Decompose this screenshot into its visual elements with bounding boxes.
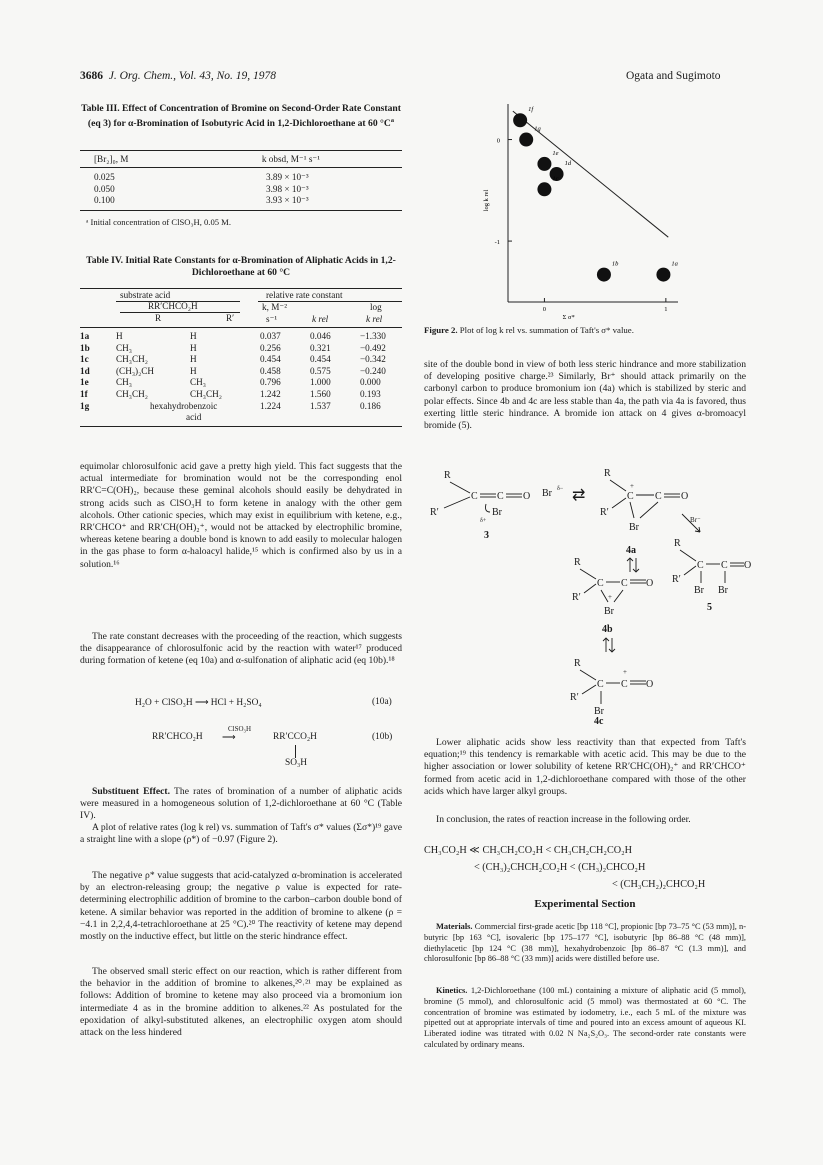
scheme5-R: R — [674, 538, 681, 549]
scheme4b-C2: C — [621, 578, 628, 589]
figure2-point-label: 1c — [552, 175, 559, 183]
table4-row — [80, 354, 402, 366]
materials-text: Commercial first-grade acetic [bp 118 °C], propionic [bp 73–75 °C (53 mm)], n-butyric [bp 163 °C], isovaleric [bp 175–177 °C], isobutyric [bp 86–88 °C (48 mm)], diethylacetic [bp 124 °C (38 mm)], hexahydrobenzoic [bp 86–87 °C (1.3 mm)], and chlorosulfonic [bp 86–88 °C (33 mm)] acids were distilled before use. — [424, 922, 746, 964]
scheme4a-Br: Br — [629, 522, 639, 533]
table3-title-text: Table III. Effect of Concentration of Bromine on Second-Order Rate Constant (eq 3) for α-Bromination of Isobutyric Acid in 1,2-Dichloroethane at 60 °C — [81, 103, 401, 130]
table4-cell-krel: 0.046 — [310, 331, 331, 341]
table4-cell-R: H — [116, 331, 123, 341]
table3-row — [80, 184, 402, 196]
scheme-label-4b: 4b — [602, 624, 613, 635]
scheme5-Br1: Br — [694, 585, 704, 596]
equation-10b-label: (10b) — [372, 732, 393, 742]
table4-cell-krel: 0.454 — [310, 354, 331, 365]
equation-10b-arrow: ⟶ — [222, 733, 236, 743]
table4-cell-k: 1.242 — [260, 388, 281, 399]
scheme4c-O: O — [646, 679, 654, 690]
table4-cell-R2: H — [190, 365, 197, 376]
scheme3-bond-R2 — [444, 497, 470, 508]
scheme3-R: R — [444, 470, 451, 481]
scheme3-Br-right: Br — [542, 488, 552, 499]
table4-cell-id: 1c — [80, 354, 89, 365]
scheme-label-3: 3 — [484, 530, 489, 541]
table4-row — [80, 366, 402, 378]
scheme-label-5: 5 — [707, 602, 712, 613]
left-paragraph-1: equimolar chlorosulfonic acid gave a pretty high yield. This fact suggests that the actual intermediate for bromination would not be the corresponding enol RR′C=C(OH)₂, because these geminal alcohols should easily be dehydrated in strong acids such as ClSO₃H to form ketene in analogy with the other gem alcohols. Other cationic species, which may exist in equilibrium with ketene, e.g., RR′CHCO⁺ and RR′CH(OH)₂⁺, would not be attacked by electrophilic bromine, whereas ketene bearing a double bond is known to add easily to molecular halogen in the gas phase to form α-haloacyl halide,¹⁵ which is confirmed also by us in a solution.¹⁶ — [80, 461, 402, 570]
table4-cell-id: 1d — [80, 365, 90, 376]
table4-cell-krel: 0.321 — [310, 342, 331, 353]
kinetics-heading: Kinetics. — [436, 986, 468, 995]
figure2-point-label: 1g — [534, 125, 541, 133]
table4-header-log: log — [370, 302, 382, 312]
left-paragraph-6: The observed small steric effect on our reaction, which is rather different from the behavior in the addition of bromine to alkenes,²⁰˒²¹ may be explained as follows: Addition of bromine to ketene may also proceed via a bromonium ion intermediate 4 as in the bromine addition to alkenes.²² As postulated for the epoxidation of alkyl-substituted alkenes, an electrophilic oxygen atom should attack on the less hindered — [80, 966, 402, 1039]
scheme3-O: O — [523, 491, 531, 502]
scheme4b-plus: + — [608, 593, 612, 601]
scheme-eq-4a-4b — [627, 558, 639, 572]
table4-cell-R: CH₃CH₂ — [116, 354, 148, 365]
scheme3-Br-lower: Br — [492, 507, 502, 518]
table3-body — [80, 168, 402, 207]
table4-cell-log: −0.342 — [360, 354, 386, 365]
figure2-x-tick-label: 1 — [664, 306, 668, 313]
table4-cell-k: 0.037 — [260, 331, 281, 341]
table4 — [80, 288, 402, 427]
figure2-y-tick-label: -1 — [494, 239, 500, 247]
table4-cell-R2: CH₃ — [190, 377, 206, 388]
reaction-scheme — [424, 460, 754, 720]
table3-cell-kobsd: 3.89 × 10⁻³ — [266, 172, 309, 182]
figure2-y-axis-label: log k rel — [483, 189, 490, 212]
figure2-x-axis-label: Σ σ* — [562, 314, 575, 320]
table3-col2-header: k obsd, M⁻¹ s⁻¹ — [261, 154, 320, 164]
scheme4b-bridge-2 — [614, 590, 623, 602]
figure2-data-point-1f — [513, 113, 527, 127]
figure2-caption-lead: Figure 2. — [424, 325, 458, 335]
scheme5-C2: C — [721, 560, 728, 571]
table4-cell-log: −0.492 — [360, 342, 386, 353]
table4-cell-krel: 0.575 — [310, 365, 331, 376]
figure2-caption — [424, 325, 724, 335]
table4-header-R: R — [155, 313, 162, 323]
equation-10a-label: (10a) — [372, 697, 392, 707]
table4-row — [80, 389, 402, 401]
figure2-plot — [478, 98, 688, 320]
table3-cell-concentration: 0.025 — [94, 172, 115, 182]
table4-cell-id: 1b — [80, 342, 90, 353]
figure2-point-label: 1f — [528, 106, 534, 114]
table4-cell-log: 0.000 — [360, 377, 381, 388]
table4-row — [80, 343, 402, 355]
table4-row — [80, 377, 402, 389]
table3-title-sup: a — [390, 117, 395, 124]
table4-cell-R2: CH₃CH₂ — [190, 388, 222, 399]
scheme4a-C2: C — [655, 491, 662, 502]
materials-heading: Materials. — [436, 922, 473, 931]
left-paragraph-4: A plot of relative rates (log k rel) vs. summation of Taft's σ* values (Σσ*)¹⁹ gave a straight line with a slope (ρ*) of −0.97 (Figure 2). — [80, 822, 402, 846]
scheme-label-4a: 4a — [626, 545, 636, 556]
table4-title: Table IV. Initial Rate Constants for α-Bromination of Aliphatic Acids in 1,2-Dichloroethane at 60 °C — [86, 255, 396, 278]
scheme4a-bond-R2 — [612, 498, 626, 508]
table4-header-relative: relative rate constant — [266, 290, 343, 300]
table4-cell-id: 1a — [80, 331, 90, 341]
equation-10b-sub: SO₃H — [285, 758, 308, 768]
left-paragraph-3 — [80, 786, 402, 823]
figure2-data-point-1e — [537, 157, 551, 171]
table4-cell-id: 1g — [80, 400, 90, 411]
right-paragraph-1: site of the double bond in view of both less steric hindrance and more stabilization of developing positive charge.²³ Similarly, Br⁺ should attack primarily on the carbonyl carbon to produce bromonium ion (4a) which is stabilized by steric and polar effects. Since 4b and 4c are less stable than 4a, the path via 4a is favored, thus exerting little steric hindrance. A bromide ion attack on 4 gives α-bromoacyl bromide (5). — [424, 359, 746, 432]
table4-cell-krel: 1.000 — [310, 377, 331, 388]
figure2-data-point-1g — [519, 133, 533, 147]
running-header-left — [80, 70, 276, 82]
scheme4a-bridge-2 — [640, 502, 658, 518]
equation-10a: H₂O + ClSO₃H ⟶ HCl + H₂SO₄ — [135, 698, 262, 708]
figure2-point-label: 1a — [671, 260, 678, 268]
right-paragraph-3: In conclusion, the rates of reaction increase in the following order. — [436, 814, 691, 825]
figure2-data-point-1c — [537, 182, 551, 196]
table3-title — [80, 103, 402, 130]
table4-cell-R2: H — [190, 354, 197, 365]
table4-header — [80, 289, 402, 327]
scheme4b-R2: R′ — [572, 592, 581, 603]
equation-10b-arrow-label: ClSO₃H — [228, 725, 252, 733]
table3 — [80, 150, 402, 227]
table3-cell-kobsd: 3.93 × 10⁻³ — [266, 195, 309, 205]
journal-citation: J. Org. Chem., Vol. 43, No. 19, 1978 — [108, 70, 277, 82]
scheme4b-bond-R2 — [584, 584, 596, 593]
scheme5-O: O — [744, 560, 752, 571]
figure2-y-tick-label: 0 — [496, 137, 500, 145]
left-paragraph-3-text: The rates of bromination of a number of aliphatic acids were measured in a homogeneous solution of 1,2-dichloroethane at 60 °C (Table IV). — [80, 786, 402, 822]
table4-body — [80, 328, 402, 422]
scheme4b-Br: Br — [604, 606, 614, 617]
scheme4c-bond-R — [580, 670, 596, 680]
scheme4b-R: R — [574, 557, 581, 568]
figure2-graphics — [483, 104, 678, 320]
table4-cell-k: 1.224 — [260, 400, 281, 411]
table4-cell-krel: 1.537 — [310, 400, 331, 411]
table3-cell-kobsd: 3.98 × 10⁻³ — [266, 183, 309, 194]
table4-cell-R2: acid — [186, 411, 202, 422]
scheme4a-R2: R′ — [600, 507, 609, 518]
figure2-point-label: 1e — [552, 149, 559, 157]
scheme3-bond-R — [450, 482, 470, 493]
table4-cell-log: −1.330 — [360, 331, 386, 341]
running-header-authors: Ogata and Sugimoto — [626, 70, 721, 82]
scheme4c-plus: + — [623, 668, 627, 676]
substituent-effect-heading: Substituent Effect. — [92, 786, 171, 797]
scheme4a-plus: + — [630, 482, 634, 490]
table3-header-row — [80, 151, 402, 167]
scheme4a-bridge-1 — [630, 502, 634, 518]
scheme3-delta-minus: δ− — [557, 486, 564, 492]
table4-header-formula: RR′CHCO₂H — [148, 301, 198, 311]
kinetics-text: 1,2-Dichloroethane (100 mL) containing a mixture of aliphatic acid (5 mmol), bromine (5 mmol), and chlorosulfonic acid (5 mmol) was thermostated at 60 °C. The concentration of bromine was estimated by iodometry, i.e., each 5 mL of the mixture was pipetted out at appropriate intervals of time and poured into an excess amount of aqueous KI. Liberated iodine was titrated with 0.02 N Na₂S₂O₃. The second-order rate constants were calculated by ordinary means. — [424, 986, 746, 1049]
table4-row — [80, 331, 402, 343]
scheme5-bond-R2 — [684, 566, 696, 575]
table3-cell-concentration: 0.050 — [94, 183, 115, 194]
scheme4b-bond-R — [580, 569, 596, 579]
scheme5-bond-R — [680, 550, 696, 561]
figure2-data-point-1b — [597, 268, 611, 282]
page-number: 3686 — [80, 70, 103, 82]
table4-header-k: k, M⁻² — [262, 302, 287, 312]
table3-row — [80, 195, 402, 207]
scheme4c-bond-R2 — [582, 685, 596, 694]
table4-cell-k: 0.458 — [260, 365, 281, 376]
left-paragraph-2: The rate constant decreases with the proceeding of the reaction, which suggests the disappearance of chlorosulfonic acid by the reaction with water¹⁷ produced during formation of ketene (eq 10a) and α-sulfonation of aliphatic acid (eq 10b).¹⁸ — [80, 631, 402, 667]
table4-cell-R2: H — [190, 331, 197, 341]
table3-cell-concentration: 0.100 — [94, 195, 115, 205]
scheme4b-C1: C — [597, 578, 604, 589]
scheme3-delta-plus: δ+ — [480, 518, 487, 524]
scheme4b-O: O — [646, 578, 654, 589]
figure2-data-point-1a — [656, 268, 670, 282]
figure2-caption-text: Plot of log k rel vs. summation of Taft's σ* value. — [457, 325, 634, 335]
equation-10b-left: RR′CHCO₂H — [152, 732, 203, 742]
table4-cell-R: hexahydrobenzoic — [150, 400, 218, 411]
table4-header-krel: k rel — [312, 314, 329, 324]
scheme4a-R: R — [604, 468, 611, 479]
scheme4a-O: O — [681, 491, 689, 502]
table4-cell-k: 0.256 — [260, 342, 281, 353]
scheme-equilibrium-arrow: ⇄ — [572, 487, 586, 504]
scheme4c-C1: C — [597, 679, 604, 690]
table3-col1-header: [Br₂]₀, M — [94, 154, 129, 164]
scheme4b-bridge-1 — [601, 590, 608, 602]
figure2-x-tick-label: 0 — [542, 306, 547, 313]
table4-cell-krel: 1.560 — [310, 388, 331, 399]
scheme3-C1: C — [471, 491, 478, 502]
table4-cell-k: 0.796 — [260, 377, 281, 388]
scheme4a-bond-R — [610, 480, 626, 491]
equation-10b-bond — [295, 745, 296, 758]
table4-cell-k: 0.454 — [260, 354, 281, 365]
scheme4a-C1: C — [627, 491, 634, 502]
table4-header-substrate: substrate acid — [120, 290, 171, 300]
scheme4c-R2: R′ — [570, 692, 579, 703]
scheme-eq-4b-4c — [603, 638, 615, 652]
scheme-label-4c: 4c — [594, 716, 604, 727]
scheme4c-C2: C — [621, 679, 628, 690]
equation-10b-right: RR′CCO₂H — [273, 732, 317, 742]
scheme3-arrow — [486, 504, 491, 512]
table4-row — [80, 400, 402, 422]
table4-cell-R2: H — [190, 342, 197, 353]
table3-footnote: ᵃ Initial concentration of ClSO₃H, 0.05 M. — [86, 216, 231, 227]
table4-cell-id: 1f — [80, 388, 88, 399]
scheme4c-R: R — [574, 658, 581, 669]
kinetics-paragraph — [424, 986, 746, 1051]
table4-cell-R: (CH₃)₂CH — [116, 365, 155, 376]
figure2-point-label: 1b — [611, 260, 619, 268]
scheme5-R2: R′ — [672, 574, 681, 585]
table4-cell-log: −0.240 — [360, 365, 386, 376]
table4-cell-R: CH₃ — [116, 342, 132, 353]
right-paragraph-2: Lower aliphatic acids show less reactivity than that expected from Taft's equation;¹⁹ this tendency is remarkable with acetic acid. This may be due to the higher association or lower solubility of ketene RR′CHC(OH)₂⁺ and RR′CHCO⁺ formed from acetic acid in 1,2-dichloroethane compared with those of the other acids which have larger alkyl groups. — [424, 737, 746, 797]
table4-cell-log: 0.186 — [360, 400, 381, 411]
scheme4c-Br: Br — [594, 706, 604, 717]
table4-cell-log: 0.193 — [360, 388, 381, 399]
scheme-bromide: Br⁻ — [690, 516, 701, 524]
materials-paragraph — [424, 922, 746, 965]
table4-header-logk: k rel — [366, 314, 383, 324]
table4-cell-id: 1e — [80, 377, 89, 388]
scheme3-R2: R′ — [430, 507, 439, 518]
table4-header-s: s⁻¹ — [266, 314, 278, 324]
scheme5-C1: C — [697, 560, 704, 571]
table3-row — [80, 172, 402, 184]
figure2-point-label: 1d — [564, 160, 572, 168]
reactivity-order-2: < (CH₃)₂CHCH₂CO₂H < (CH₃)₂CHCO₂H — [474, 862, 646, 873]
reactivity-order-1: CH₃CO₂H ≪ CH₃CH₂CO₂H < CH₃CH₂CH₂CO₂H — [424, 845, 633, 856]
table4-header-R2: R′ — [226, 313, 235, 323]
scheme5-Br2: Br — [718, 585, 728, 596]
experimental-section-heading: Experimental Section — [534, 898, 636, 910]
left-paragraph-5: The negative ρ* value suggests that acid-catalyzed α-bromination is accelerated by an electron-releasing group; the negative ρ value is expected for rate-determining electrophilic addition of bromine to the carbon–carbon double bond of ketene. A similar behavior was reported in the addition of bromine to alkene (ρ = −4.1 in 2,2,4,4-tetrachloroethane at 25 °C).²⁰ The reactivity of ketene may depend mostly on the inductive effect, but little on the steric hindrance effect. — [80, 870, 402, 943]
table4-cell-R: CH₃ — [116, 377, 132, 388]
scheme3-C2: C — [497, 491, 504, 502]
reactivity-order-3: < (CH₃CH₂)₂CHCO₂H — [612, 879, 706, 890]
table4-cell-R: CH₃CH₂ — [116, 388, 148, 399]
